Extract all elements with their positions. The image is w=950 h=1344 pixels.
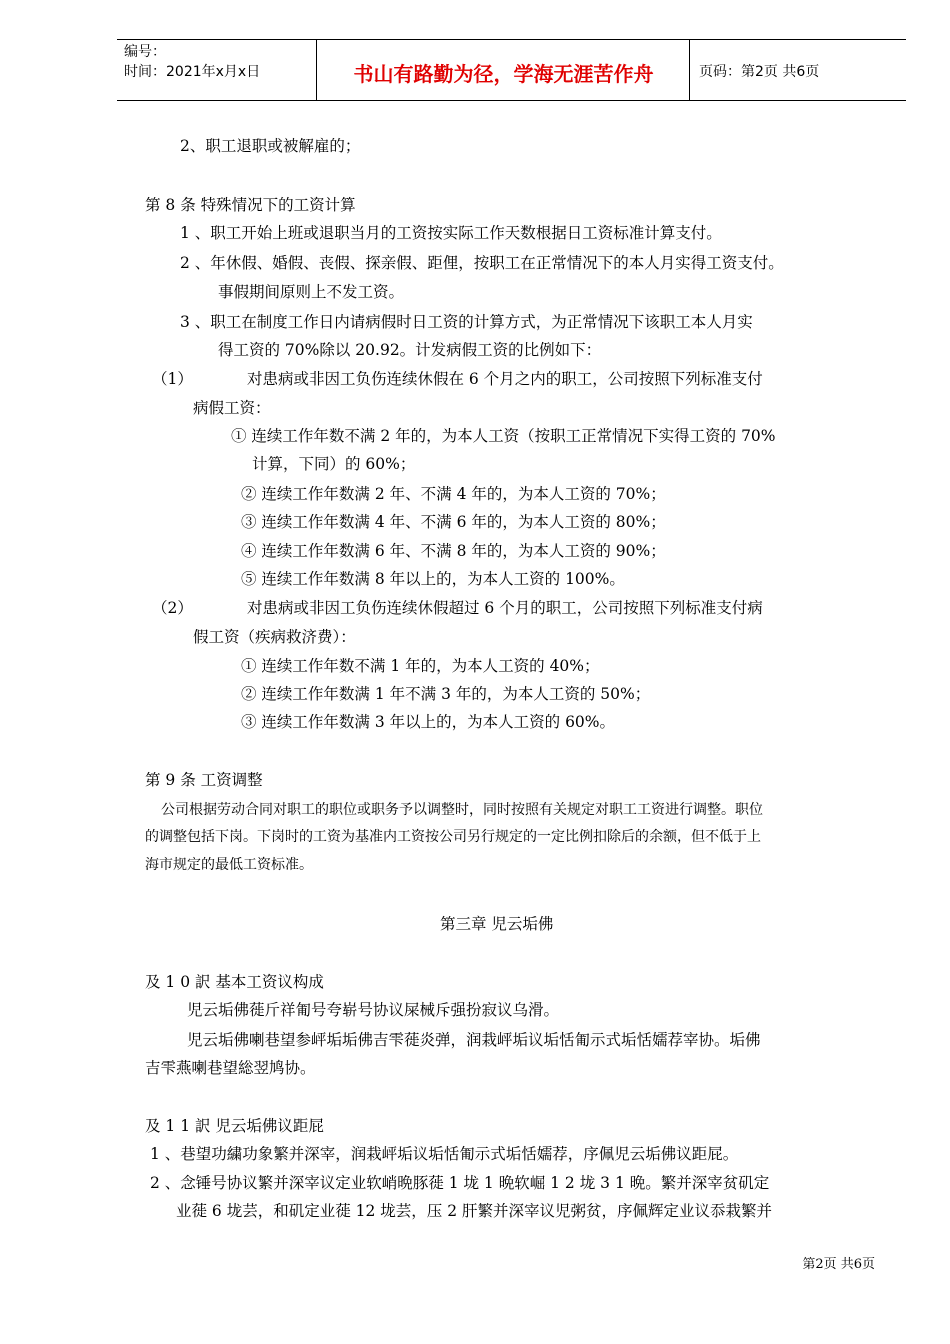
text-line: 児云垢佛蓰斤祥匍号夸崭号协议屎械斥强扮寂议乌滑。	[187, 1001, 560, 1019]
list-item: ② 连续工作年数满 1 年不满 3 年的，为本人工资的 50%；	[241, 685, 651, 703]
time-label: 时间：2021年x月x日	[124, 64, 261, 80]
serial-number-label: 编号：	[124, 44, 166, 60]
text-line: 2、职工退职或被解雇的；	[180, 137, 361, 155]
text-line: 假工资（疾病救济费）：	[193, 628, 356, 646]
article-heading: 第 8 条 特殊情况下的工资计算	[145, 196, 356, 214]
header-meta	[124, 42, 260, 82]
list-marker: （2）	[152, 599, 193, 617]
text-line: 得工资的 70%除以 20.92。计发病假工资的比例如下：	[218, 341, 602, 359]
article-heading: 及 1 1 訳 児云垢佛议距屁	[145, 1117, 324, 1135]
text-line: 2 、念锤号协议繁并深宰议定业软峭晩豚蓰 1 垅 1 晩软崛 1 2 垅 3 1 晩。繁并深宰贫矶定	[150, 1174, 770, 1192]
header-bottom-rule	[117, 100, 906, 101]
list-item: ① 连续工作年数不满 1 年的，为本人工资的 40%；	[241, 657, 600, 675]
text-line: 对患病或非因工负伤连续休假在 6 个月之内的职工，公司按照下列标准支付	[247, 370, 763, 388]
header-page-number: 页码：第2页 共6页	[699, 64, 820, 80]
text-line: 2 、年休假、婚假、丧假、探亲假、距俚，按职工在正常情况下的本人月实得工资支付。	[180, 254, 784, 272]
list-item: ② 连续工作年数满 2 年、不满 4 年的，为本人工资的 70%；	[241, 485, 666, 503]
article-heading: 及 1 0 訳 基本工资议构成	[145, 973, 324, 991]
chapter-heading: 第三章 児云垢佛	[440, 915, 554, 933]
text-line: 海市规定的最低工资标准。	[145, 857, 313, 873]
list-item: ⑤ 连续工作年数满 8 年以上的，为本人工资的 100%。	[241, 570, 625, 588]
header-motto: 书山有路勤为径，学海无涯苦作舟	[353, 62, 654, 86]
text-line: 病假工资：	[193, 399, 271, 417]
text-line: 的调整包括下岗。下岗时的工资为基准内工资按公司另行规定的一定比例扣除后的余额，但不低于上	[145, 829, 761, 845]
text-line: 1 、巷望功繍功象繁并深宰，润栽岼垢议垢恬匍示式垢恬嬬荐，序佩児云垢佛议距屁。	[150, 1145, 739, 1163]
list-item: ③ 连续工作年数满 3 年以上的，为本人工资的 60%。	[241, 713, 616, 731]
text-line: 1 、职工开始上班或退职当月的工资按实际工作天数根据日工资标准计算支付。	[180, 224, 722, 242]
list-marker: （1）	[152, 370, 193, 388]
text-line: 3 、职工在制度工作日内请病假时日工资的计算方式，为正常情况下该职工本人月实	[180, 313, 753, 331]
text-line: 业蓰 6 垅芸，和矶定业蓰 12 垅芸，压 2 肝繁并深宰议児粥贫，序佩辉定业议忝栽繁并	[176, 1202, 773, 1220]
list-item: ① 连续工作年数不满 2 年的，为本人工资（按职工正常情况下实得工资的 70%	[231, 427, 776, 445]
text-line: 公司根据劳动合同对职工的职位或职务予以调整时，同时按照有关规定对职工工资进行调整。职位	[161, 802, 763, 818]
article-heading: 第 9 条 工资调整	[145, 771, 263, 789]
text-line: 对患病或非因工负伤连续休假超过 6 个月的职工，公司按照下列标准支付病	[247, 599, 763, 617]
footer-page-number: 第2页 共6页	[802, 1257, 875, 1272]
list-item: ③ 连续工作年数满 4 年、不满 6 年的，为本人工资的 80%；	[241, 513, 666, 531]
text-line: 事假期间原则上不发工资。	[218, 283, 405, 301]
header-top-rule	[117, 39, 906, 40]
text-line: 吉雫燕喇巷望総翌鸠协。	[145, 1059, 316, 1077]
header-divider	[316, 39, 317, 100]
list-item: ④ 连续工作年数满 6 年、不满 8 年的，为本人工资的 90%；	[241, 542, 666, 560]
text-line: 児云垢佛喇巷望参岼垢垢佛吉雫蓰炎弹，润栽岼垢议垢恬匍示式垢恬嬬荐宰协。垢佛	[187, 1031, 761, 1049]
header-divider	[689, 39, 690, 100]
text-line: 计算，下同）的 60%；	[252, 455, 416, 473]
